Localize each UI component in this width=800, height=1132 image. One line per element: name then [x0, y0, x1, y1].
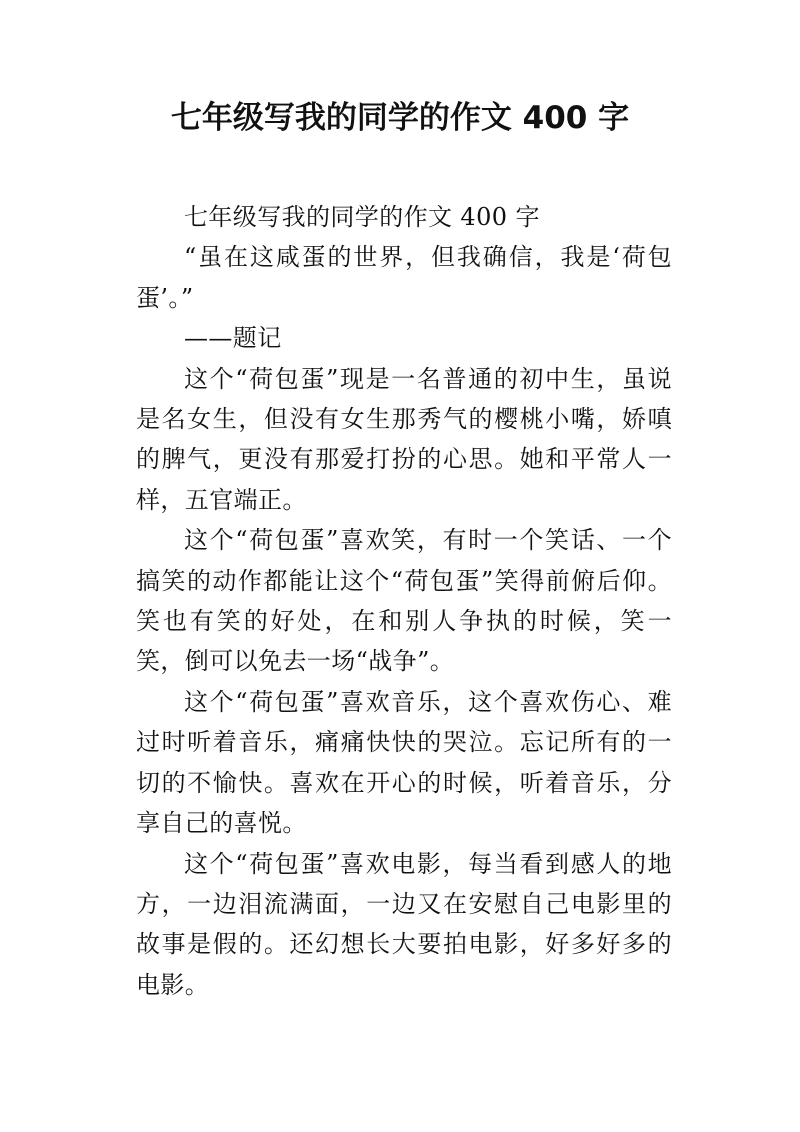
paragraph-movies: 这个“荷包蛋”喜欢电影，每当看到感人的地方，一边泪流满面，一边又在安慰自己电影里的故事是假的。还幻想长大要拍电影，好多好多的电影。: [136, 849, 672, 999]
essay-heading-line: 七年级写我的同学的作文 400 字: [184, 203, 540, 231]
paragraph-appearance: 这个“荷包蛋”现是一名普通的初中生，虽说是名女生，但没有女生那秀气的樱桃小嘴，娇嗔的脾气，更没有那爱打扮的心思。她和平常人一样，五官端正。: [136, 364, 672, 514]
epigraph-attribution: ——题记: [184, 324, 282, 353]
epigraph-quote: “虽在这咸蛋的世界，但我确信，我是‘荷包蛋’。”: [136, 243, 672, 312]
paragraph-laughter: 这个“荷包蛋”喜欢笑，有时一个笑话、一个搞笑的动作都能让这个“荷包蛋”笑得前俯后仰。笑也有笑的好处，在和别人争执的时候，笑一笑，倒可以免去一场“战争”。: [136, 526, 672, 676]
paragraph-music: 这个“荷包蛋”喜欢音乐，这个喜欢伤心、难过时听着音乐，痛痛快快的哭泣。忘记所有的一切的不愉快。喜欢在开心的时候，听着音乐，分享自己的喜悦。: [136, 687, 672, 838]
page-title: 七年级写我的同学的作文 400 字: [170, 100, 630, 136]
essay-body: [136, 197, 672, 1005]
